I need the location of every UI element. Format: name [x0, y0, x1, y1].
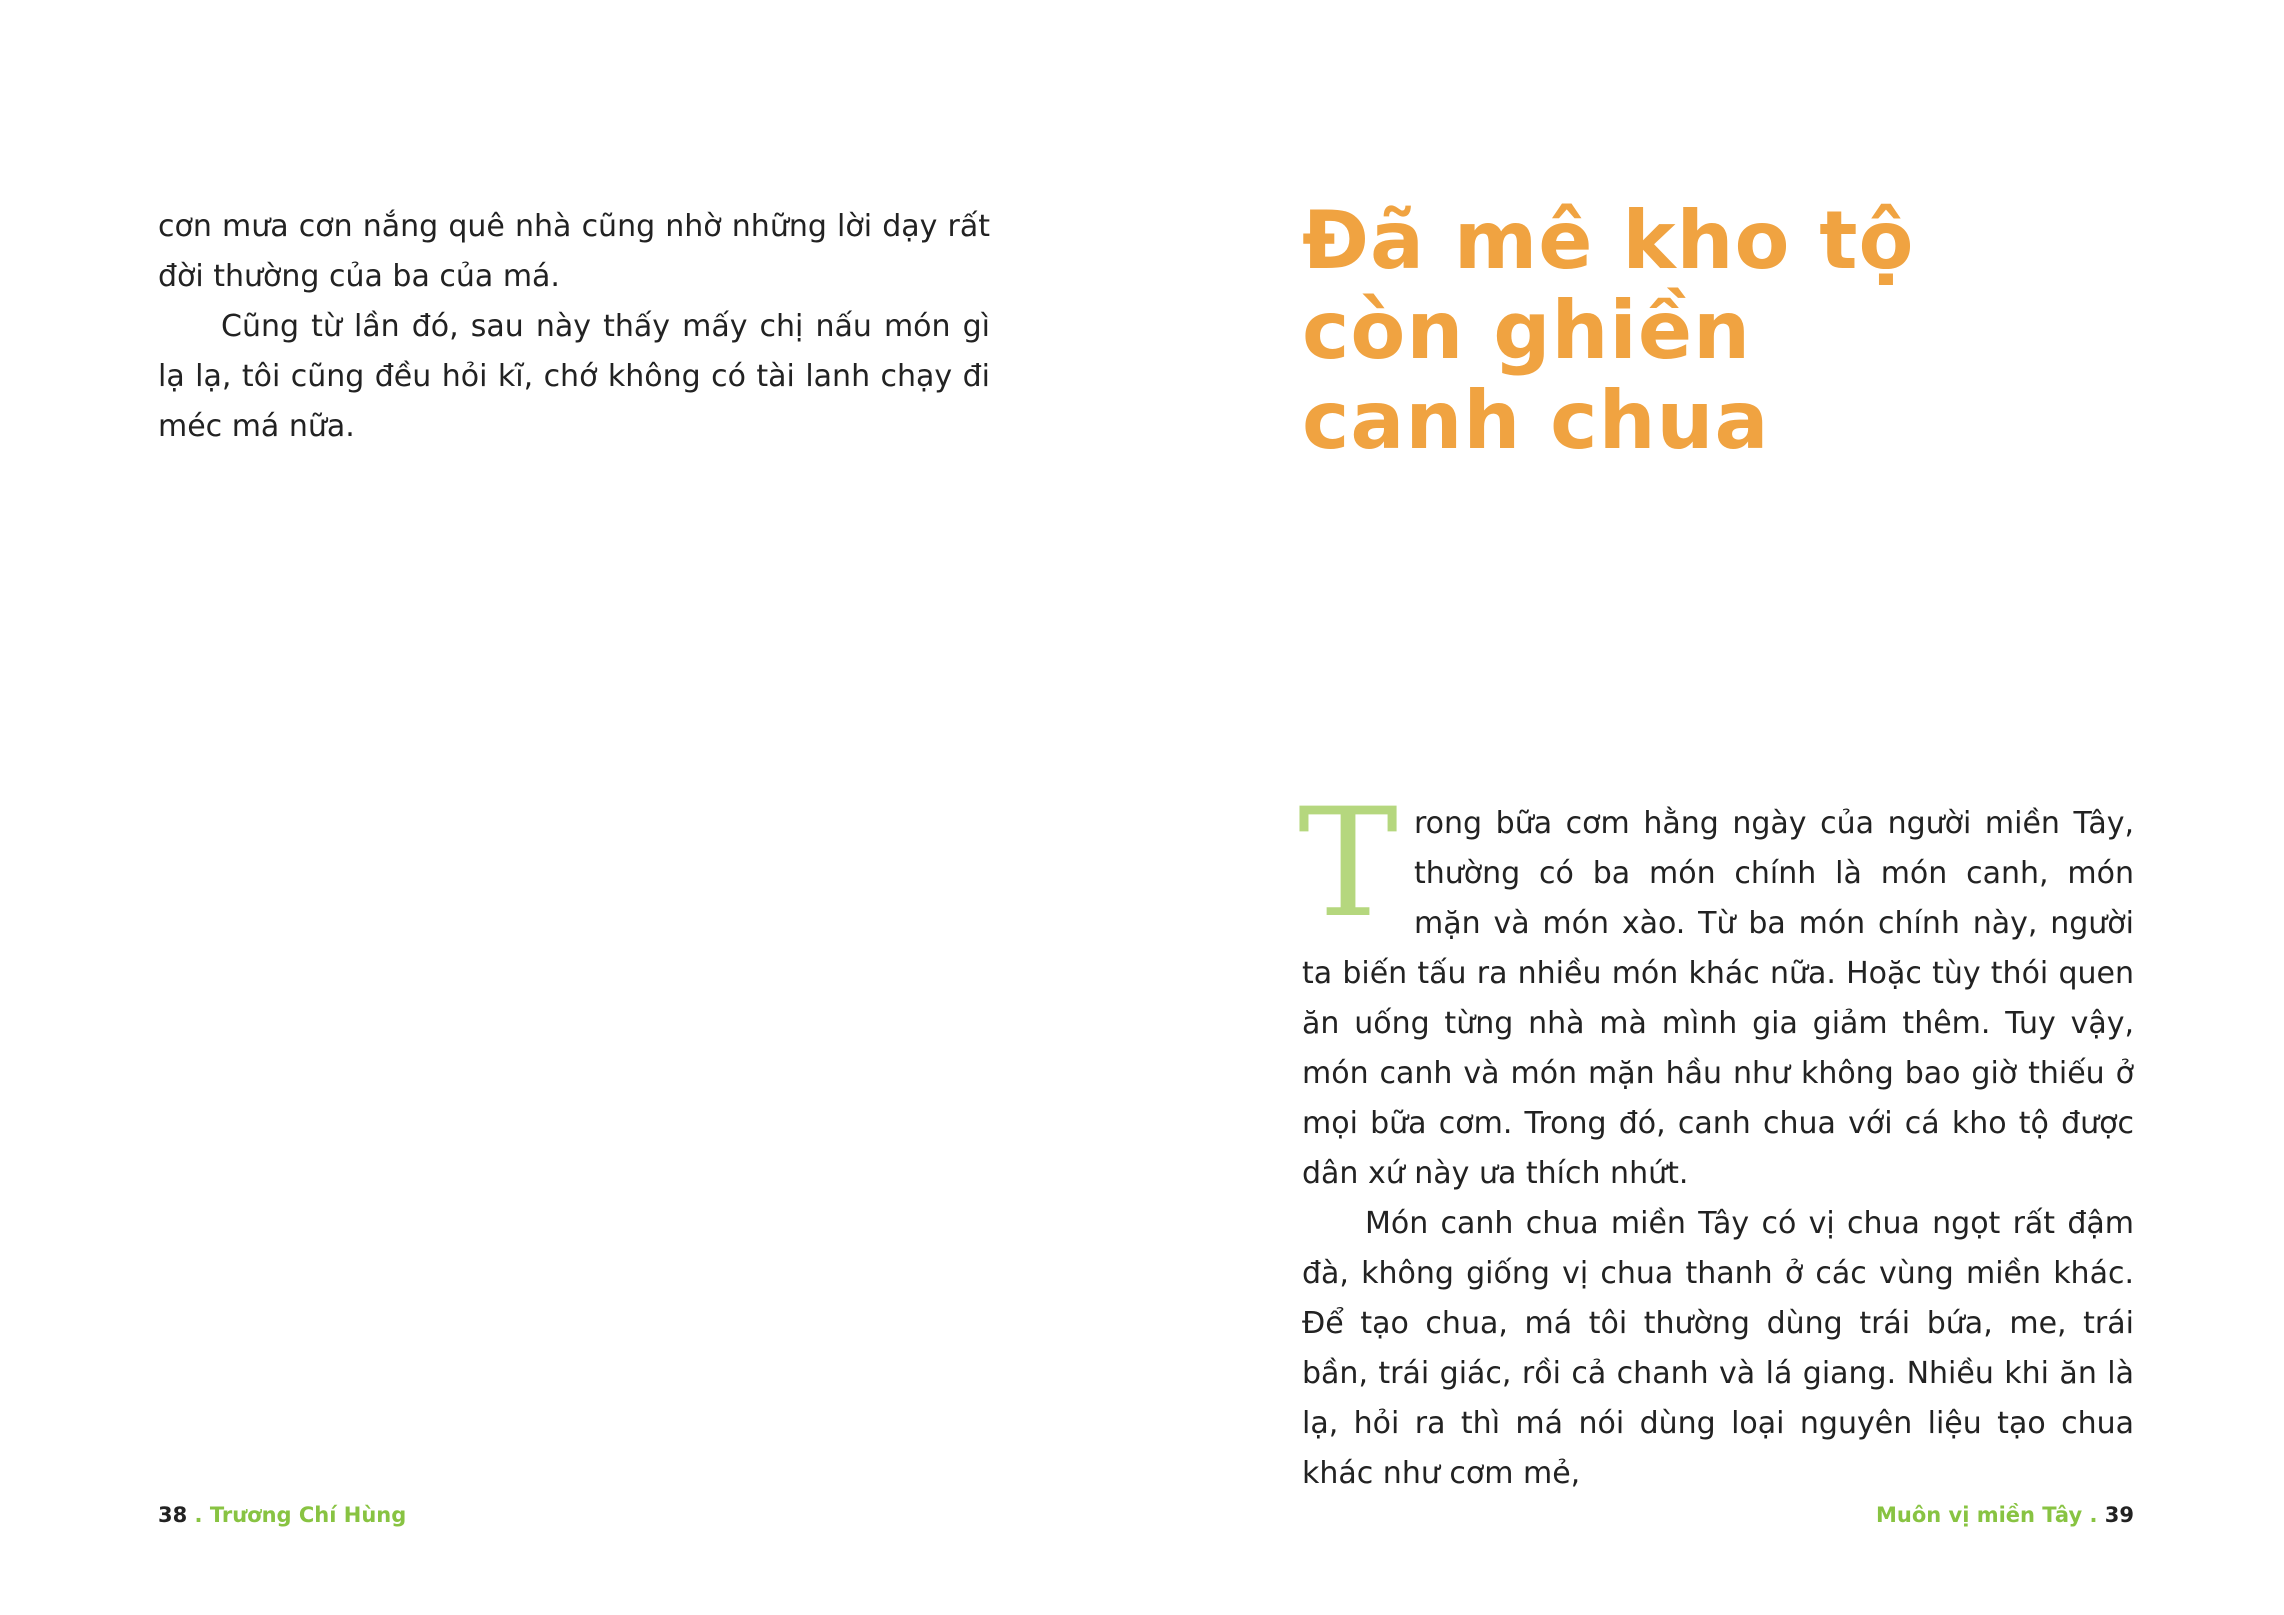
right-paragraph-2: Món canh chua miền Tây có vị chua ngọt rất đậm đà, không giống vị chua thanh ở các vùng miền khác. Để tạo chua, má tôi thường dùng trái bứa, me, trái bần, trái giác, rồi cả chanh và lá giang. Nhiều khi ăn là lạ, hỏi ra thì má nói dùng loại nguyên liệu tạo chua khác như cơm mẻ,	[1302, 1206, 2134, 1491]
right-paragraph-1	[1298, 777, 2134, 1199]
author-name: Trương Chí Hùng	[209, 1503, 407, 1527]
right-page-number: 39	[2104, 1503, 2134, 1527]
chapter-title-line-2: còn ghiền	[1302, 284, 1752, 377]
right-paragraph-1-text: rong bữa cơm hằng ngày của người miền Tây, thường có ba món chính là món canh, món mặn và món xào. Từ ba món chính này, người ta biến tấu ra nhiều món khác nữa. Hoặc tùy thói quen ăn uống từng nhà mà mình gia giảm thêm. Tuy vậy, món canh và món mặn hầu như không bao giờ thiếu ở mọi bữa cơm. Trong đó, canh chua với cá kho tộ được dân xứ này ưa thích nhứt.	[1302, 806, 2134, 1191]
drop-cap: T	[1298, 777, 1399, 951]
right-footer	[1876, 1500, 2134, 1530]
chapter-title-line-3: canh chua	[1302, 374, 1770, 467]
right-footer-separator: .	[2089, 1503, 2098, 1527]
right-page-text	[1298, 777, 2134, 1499]
book-title: Muôn vị miền Tây	[1875, 1503, 2083, 1527]
left-paragraph-2: Cũng từ lần đó, sau này thấy mấy chị nấu món gì lạ lạ, tôi cũng đều hỏi kĩ, chớ không có tài lanh chạy đi méc má nữa.	[158, 309, 990, 444]
left-footer	[158, 1500, 406, 1530]
left-footer-separator: .	[194, 1503, 203, 1527]
chapter-title	[1302, 196, 2022, 466]
chapter-title-line-1: Đã mê kho tộ	[1302, 194, 1915, 287]
left-paragraph-1: cơn mưa cơn nắng quê nhà cũng nhờ những lời dạy rất đời thường của ba của má.	[158, 209, 990, 294]
left-page-number: 38	[158, 1503, 188, 1527]
left-page-text	[158, 202, 990, 452]
